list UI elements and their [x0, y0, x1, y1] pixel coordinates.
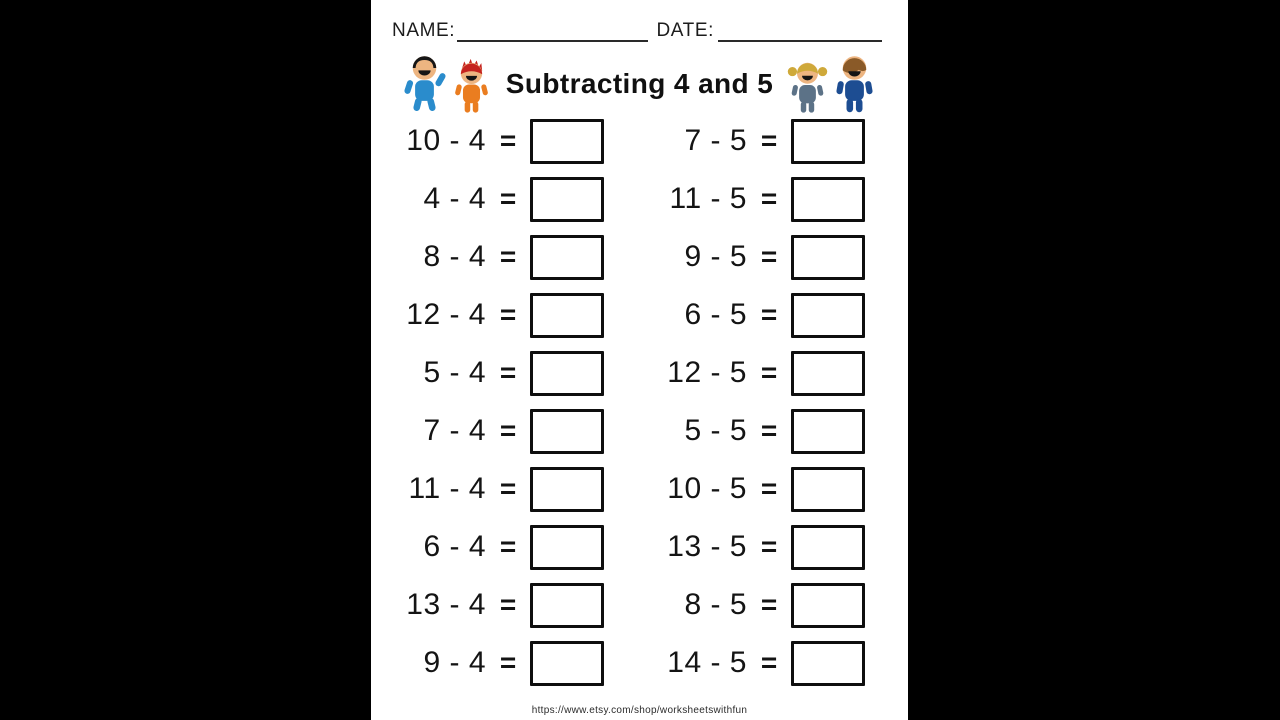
- equals-sign: =: [760, 473, 778, 504]
- problem-row: [398, 576, 604, 634]
- equals-sign: =: [499, 531, 517, 562]
- left-kids-illustration: [401, 52, 493, 116]
- expression: 10 - 5: [667, 472, 747, 505]
- answer-box[interactable]: [791, 583, 865, 628]
- answer-box[interactable]: [791, 525, 865, 570]
- answer-box[interactable]: [530, 525, 604, 570]
- expression: 12 - 4: [406, 298, 486, 331]
- answer-box[interactable]: [530, 235, 604, 280]
- problem-row: [659, 460, 865, 518]
- answer-box[interactable]: [530, 351, 604, 396]
- page-title: Subtracting 4 and 5: [505, 68, 774, 99]
- equals-sign: =: [499, 473, 517, 504]
- equals-sign: =: [760, 589, 778, 620]
- expression: 7 - 5: [684, 124, 747, 157]
- girl-red-hair-icon: [450, 58, 493, 116]
- footer-url: https://www.etsy.com/shop/worksheetswithfun: [531, 705, 748, 716]
- equals-sign: =: [499, 183, 517, 214]
- problem-row: [398, 460, 604, 518]
- problem-row: [398, 518, 604, 576]
- answer-box[interactable]: [530, 641, 604, 686]
- expression: 8 - 5: [684, 588, 747, 621]
- expression: 12 - 5: [667, 356, 747, 389]
- answer-box[interactable]: [530, 583, 604, 628]
- expression: 9 - 5: [684, 240, 747, 273]
- answer-box[interactable]: [530, 409, 604, 454]
- answer-box[interactable]: [791, 235, 865, 280]
- date-input-line[interactable]: [718, 20, 882, 42]
- problem-row: [659, 576, 865, 634]
- problem-row: [398, 344, 604, 402]
- expression: 4 - 4: [423, 182, 486, 215]
- equals-sign: =: [499, 647, 517, 678]
- equals-sign: =: [760, 125, 778, 156]
- expression: 6 - 5: [684, 298, 747, 331]
- equals-sign: =: [760, 299, 778, 330]
- equals-sign: =: [499, 241, 517, 272]
- problem-row: [398, 286, 604, 344]
- answer-box[interactable]: [791, 177, 865, 222]
- right-kids-illustration: [786, 52, 878, 116]
- problem-row: [659, 518, 865, 576]
- expression: 6 - 4: [423, 530, 486, 563]
- answer-box[interactable]: [530, 119, 604, 164]
- expression: 13 - 5: [667, 530, 747, 563]
- name-input-line[interactable]: [457, 20, 648, 42]
- answer-box[interactable]: [791, 293, 865, 338]
- problem-row: [398, 112, 604, 170]
- answer-box[interactable]: [530, 177, 604, 222]
- girl-blonde-pigtails-icon: [786, 59, 829, 116]
- answer-box[interactable]: [791, 119, 865, 164]
- boy-brown-hair-icon: [831, 52, 878, 116]
- answer-box[interactable]: [530, 293, 604, 338]
- expression: 7 - 4: [423, 414, 486, 447]
- equals-sign: =: [760, 531, 778, 562]
- equals-sign: =: [499, 357, 517, 388]
- answer-box[interactable]: [791, 351, 865, 396]
- problem-row: [398, 402, 604, 460]
- worksheet-page: [371, 0, 908, 720]
- expression: 9 - 4: [423, 646, 486, 679]
- name-date-row: [392, 20, 882, 42]
- expression: 13 - 4: [406, 588, 486, 621]
- boy-black-hair-icon: [401, 52, 448, 116]
- problem-row: [398, 170, 604, 228]
- equals-sign: =: [499, 299, 517, 330]
- answer-box[interactable]: [791, 467, 865, 512]
- problem-row: [659, 170, 865, 228]
- problem-row: [659, 228, 865, 286]
- expression: 8 - 4: [423, 240, 486, 273]
- answer-box[interactable]: [791, 409, 865, 454]
- problem-row: [398, 634, 604, 692]
- date-label: DATE:: [656, 20, 714, 41]
- problem-row: [659, 112, 865, 170]
- name-label: NAME:: [392, 20, 456, 41]
- expression: 5 - 4: [423, 356, 486, 389]
- problem-row: [659, 402, 865, 460]
- problem-row: [659, 634, 865, 692]
- expression: 11 - 4: [408, 472, 486, 505]
- answer-box[interactable]: [530, 467, 604, 512]
- expression: 10 - 4: [406, 124, 486, 157]
- equals-sign: =: [760, 357, 778, 388]
- expression: 5 - 5: [684, 414, 747, 447]
- problem-row: [659, 344, 865, 402]
- equals-sign: =: [760, 183, 778, 214]
- problems-left-column: [398, 112, 604, 692]
- expression: 11 - 5: [669, 182, 747, 215]
- equals-sign: =: [499, 125, 517, 156]
- equals-sign: =: [499, 589, 517, 620]
- title-row: [371, 52, 908, 116]
- problems-right-column: [659, 112, 865, 692]
- equals-sign: =: [760, 415, 778, 446]
- equals-sign: =: [760, 647, 778, 678]
- expression: 14 - 5: [667, 646, 747, 679]
- equals-sign: =: [760, 241, 778, 272]
- problem-row: [659, 286, 865, 344]
- equals-sign: =: [499, 415, 517, 446]
- problem-row: [398, 228, 604, 286]
- answer-box[interactable]: [791, 641, 865, 686]
